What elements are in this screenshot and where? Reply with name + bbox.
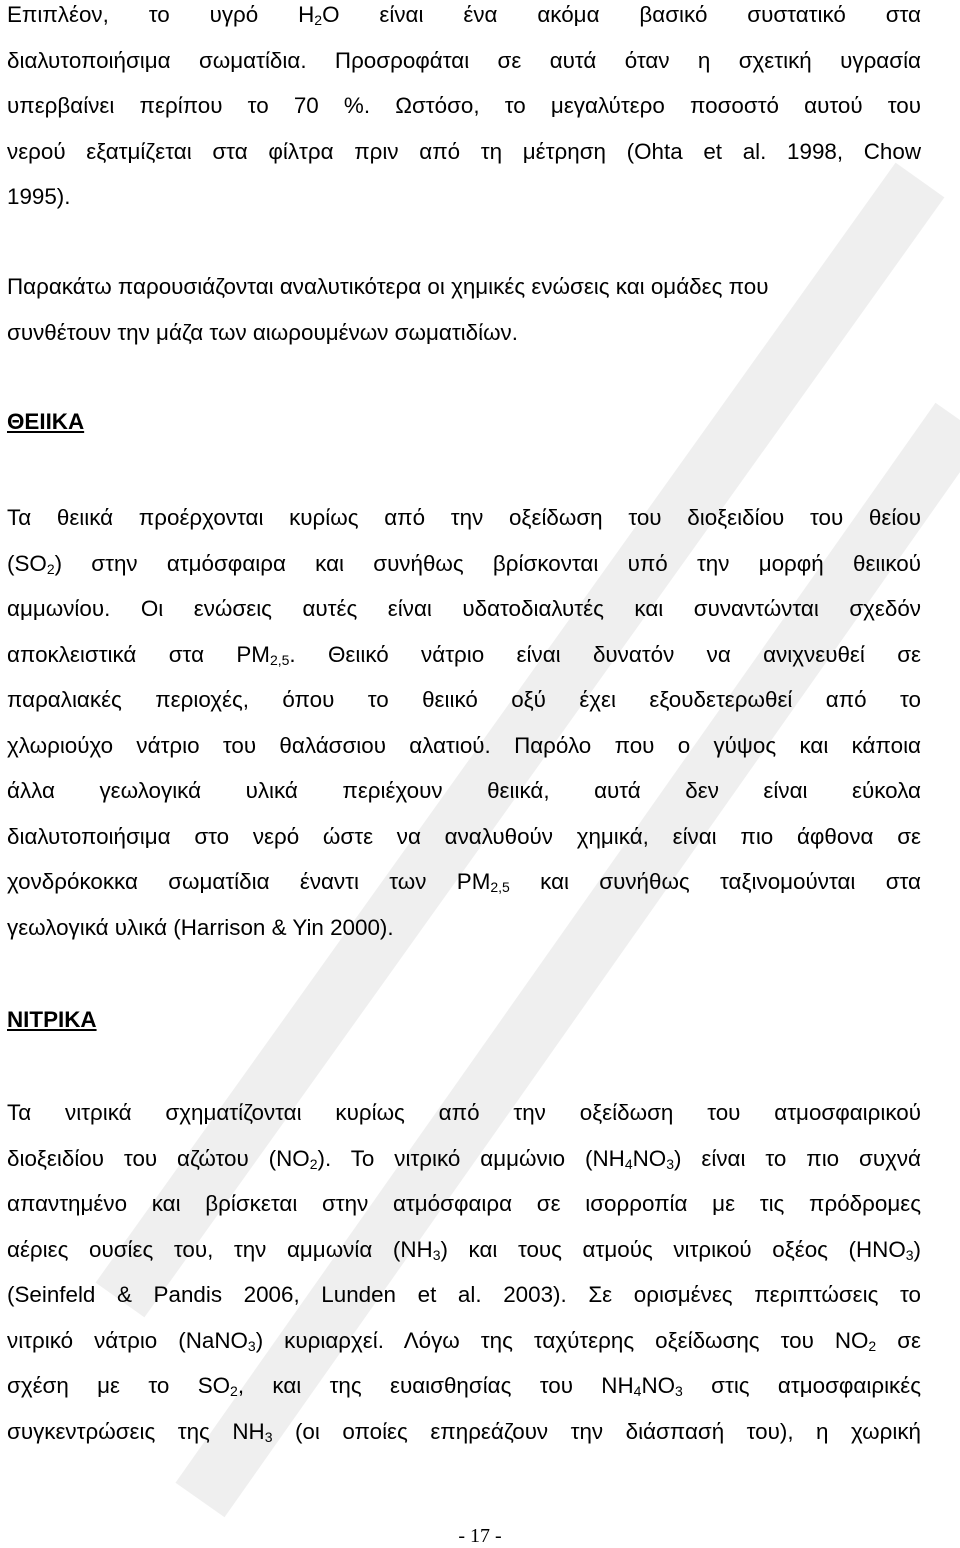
text-line: συνθέτουν την μάζα των αιωρουμένων σωματιδίων. — [7, 319, 518, 345]
text-line: Τα θειικά προέρχονται κυρίως από την οξείδωση του διοξειδίου του θείου — [7, 505, 921, 530]
text-line: υπερβαίνει περίπου το 70 %. Ωστόσο, το μεγαλύτερο ποσοστό αυτού του — [7, 93, 921, 118]
text-line: διαλυτοποιήσιμα στο νερό ώστε να αναλυθούν χημικά, είναι πιο άφθονα σε — [7, 823, 921, 849]
text-line: Επιπλέον, το υγρό $H_2O$ είναι ένα ακόμα βασικό συστατικό στα — [7, 2, 922, 28]
text-line: άλλα γεωλογικά υλικά περιέχουν θειικά, αυτά δεν είναι εύκολα — [7, 778, 921, 803]
text-line: αποκλειστικά στα $PM_{2,5}$. Θειικό νάτριο είναι δυνατόν να ανιχνευθεί σε — [7, 641, 921, 668]
nitrates-paragraph — [7, 1090, 921, 1454]
section-heading-sulfates: ΘΕΙΙΚΑ — [7, 409, 85, 434]
text-line: διαλυτοποιήσιμα σωματίδια. Προσροφάται σε αυτά όταν η σχετική υγρασία — [7, 47, 921, 73]
sulfates-paragraph — [7, 495, 921, 950]
text-line: συγκεντρώσεις της $NH_3$ (οι οποίες επηρεάζουν την διάσπασή του), η χωρική — [7, 1418, 921, 1445]
text-line: διοξειδίου του αζώτου $(NO_2)$. Το νιτρικό αμμώνιο $(NH_4NO_3)$ είναι το πιο συχνά — [7, 1145, 921, 1172]
text-line: σχέση με το $SO_2$, και της ευαισθησίας του $NH_4NO_3$ στις ατμοσφαιρικές — [7, 1373, 922, 1399]
text-line: αέριες ουσίες του, την αμμωνία $(NH_3)$ και τους ατμούς νιτρικού οξέος $(HNO_3)$ — [7, 1236, 922, 1263]
text-line: 1995). — [7, 184, 71, 209]
text-line: χλωριούχο νάτριο του θαλάσσιου αλατιού. Παρόλο που ο γύψος και κάποια — [7, 732, 921, 758]
text-line: αμμωνίου. Οι ενώσεις αυτές είναι υδατοδιαλυτές και συναντώνται σχεδόν — [7, 596, 921, 621]
text-line: γεωλογικά υλικά (Harrison & Yin 2000). — [7, 914, 394, 940]
text-line: Τα νιτρικά σχηματίζονται κυρίως από την οξείδωση του ατμοσφαιρικού — [7, 1100, 921, 1125]
text-line: νερού εξατμίζεται στα φίλτρα πριν από τη μέτρηση (Ohta et al. 1998, Chow — [7, 138, 921, 164]
intro-paragraph — [7, 0, 921, 220]
text-line: Παρακάτω παρουσιάζονται αναλυτικότερα οι χημικές ενώσεις και ομάδες που — [7, 274, 769, 299]
text-line: $(SO_2)$ στην ατμόσφαιρα και συνήθως βρίσκονται υπό την μορφή θειικού — [7, 550, 921, 577]
section-heading-nitrates: ΝΙΤΡΙΚΑ — [7, 1007, 97, 1032]
page-number: - 17 - — [458, 1525, 502, 1547]
text-line: χονδρόκοκκα σωματίδια έναντι των $PM_{2,5}$ και συνήθως ταξινομούνται στα — [7, 869, 921, 895]
overview-paragraph — [7, 264, 921, 355]
text-line: νιτρικό νάτριο (NaNO$_3$) κυριαρχεί. Λόγω της ταχύτερης οξείδωσης του $NO_2$ σε — [7, 1327, 922, 1354]
text-line: παραλιακές περιοχές, όπου το θειικό οξύ έχει εξουδετερωθεί από το — [7, 687, 921, 712]
text-line: απαντημένο και βρίσκεται στην ατμόσφαιρα σε ισορροπία με τις πρόδρομες — [7, 1191, 921, 1216]
text-line: (Seinfeld & Pandis 2006, Lunden et al. 2003). Σε ορισμένες περιπτώσεις το — [7, 1282, 921, 1307]
